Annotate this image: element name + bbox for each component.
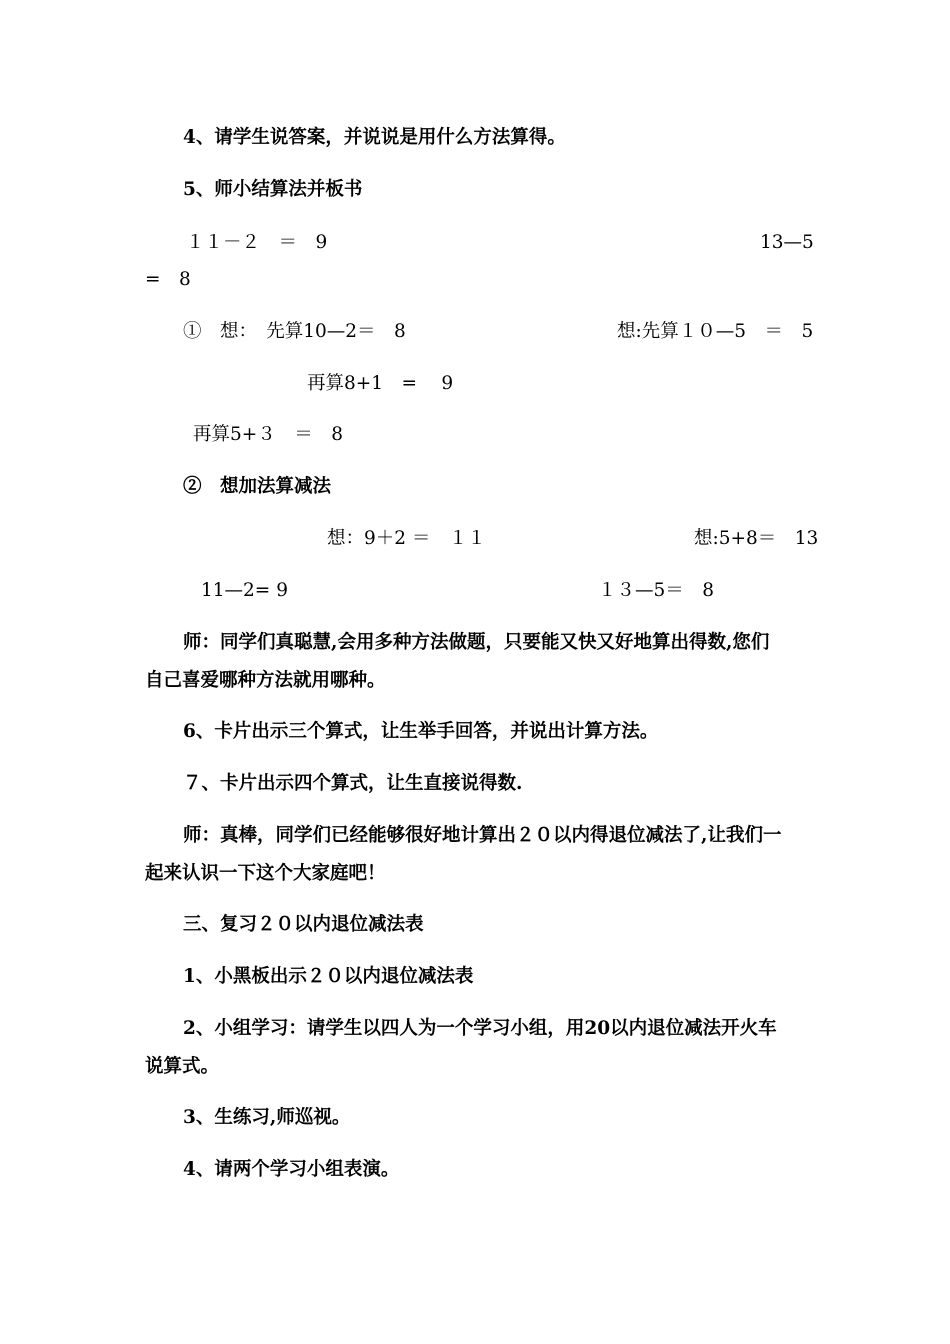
section-3-item-2: 2、小组学习：请学生以四人为一个学习小组，用20以内退位减法开火车 [183, 1018, 777, 1039]
method-2-left: 想：9＋2 ＝ １１ [327, 528, 486, 549]
step-4-line: 4、请学生说答案，并说说是用什么方法算得。 [183, 127, 566, 148]
section-3-item-2-cont: 说算式。 [145, 1056, 220, 1077]
teacher-remark-2: 师：真棒，同学们已经能够很好地计算出２０以内得退位减法了,让我们一 [183, 825, 782, 846]
equation-13-minus-5-result: = 8 [145, 269, 191, 290]
method-1-right: 想:先算１０—5 ＝ 5 [617, 321, 814, 342]
step-5-line: 5、师小结算法并板书 [183, 179, 363, 200]
section-3-item-3: 3、生练习,师巡视。 [183, 1107, 351, 1128]
section-3-item-1: 1、小黑板出示２０以内退位减法表 [183, 966, 474, 987]
equation-11-minus-2: １１－２ ＝ 9 [186, 232, 328, 253]
method-2-title: ② 想加法算减法 [183, 476, 332, 497]
teacher-remark-2-cont: 起来认识一下这个大家庭吧！ [145, 863, 386, 884]
method-1-then-right: 再算5+３ ＝ 8 [193, 424, 344, 445]
method-2-right: 想:5+8＝ 13 [694, 528, 819, 549]
step-6-line: 6、卡片出示三个算式，让生举手回答，并说出计算方法。 [183, 721, 659, 742]
teacher-remark-1-cont: 自己喜爱哪种方法就用哪种。 [145, 670, 386, 691]
step-7-line: ７、卡片出示四个算式，让生直接说得数. [183, 773, 523, 794]
section-3-item-4: 4、请两个学习小组表演。 [183, 1159, 400, 1180]
equation-13-minus-5: 13—5 [760, 232, 814, 253]
method-2-result-left: 11—2= 9 [201, 580, 288, 601]
method-1-then-left: 再算8+1 = 9 [307, 373, 454, 394]
section-3-heading: 三、复习２０以内退位减法表 [183, 914, 424, 935]
teacher-remark-1: 师：同学们真聪慧,会用多种方法做题，只要能又快又好地算出得数,您们 [183, 632, 770, 653]
method-2-result-right: １３—5＝ 8 [598, 580, 715, 601]
method-1-left: ① 想： 先算10—2＝ 8 [183, 321, 406, 342]
